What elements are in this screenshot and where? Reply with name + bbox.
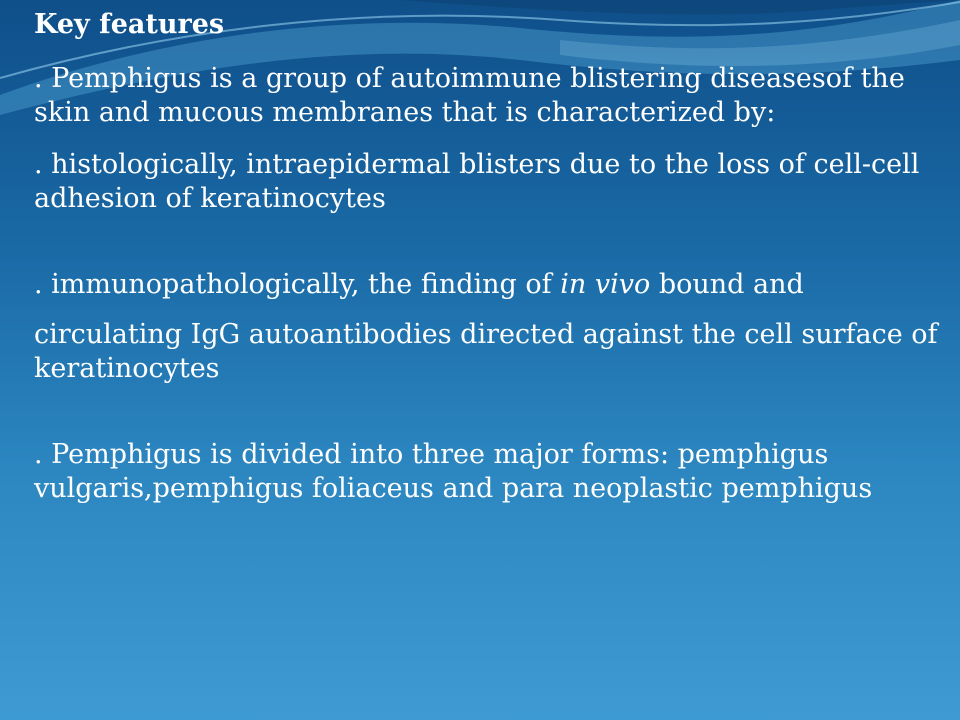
in-vivo-italic: in vivo: [560, 269, 651, 300]
slide-title: Key features: [34, 9, 225, 40]
immunopathology-text-start: . immunopathologically, the finding of: [34, 269, 561, 300]
paragraph-immunopathology: [34, 268, 952, 302]
immunopathology-text-end: bound and: [650, 269, 804, 300]
paragraph-autoantibodies: circulating IgG autoantibodies directed against the cell surface of keratinocytes: [34, 319, 938, 384]
paragraph-forms: . Pemphigus is divided into three major forms: pemphigus vulgaris,pemphigus foliaceus and para neoplastic pemphigus: [34, 439, 873, 504]
paragraph-definition: . Pemphigus is a group of autoimmune blistering diseasesof the skin and mucous membranes that is characterized by:: [34, 63, 905, 128]
paragraph-histology: . histologically, intraepidermal blisters due to the loss of cell-cell adhesion of keratinocytes: [34, 149, 920, 214]
slide-content: [34, 8, 952, 524]
